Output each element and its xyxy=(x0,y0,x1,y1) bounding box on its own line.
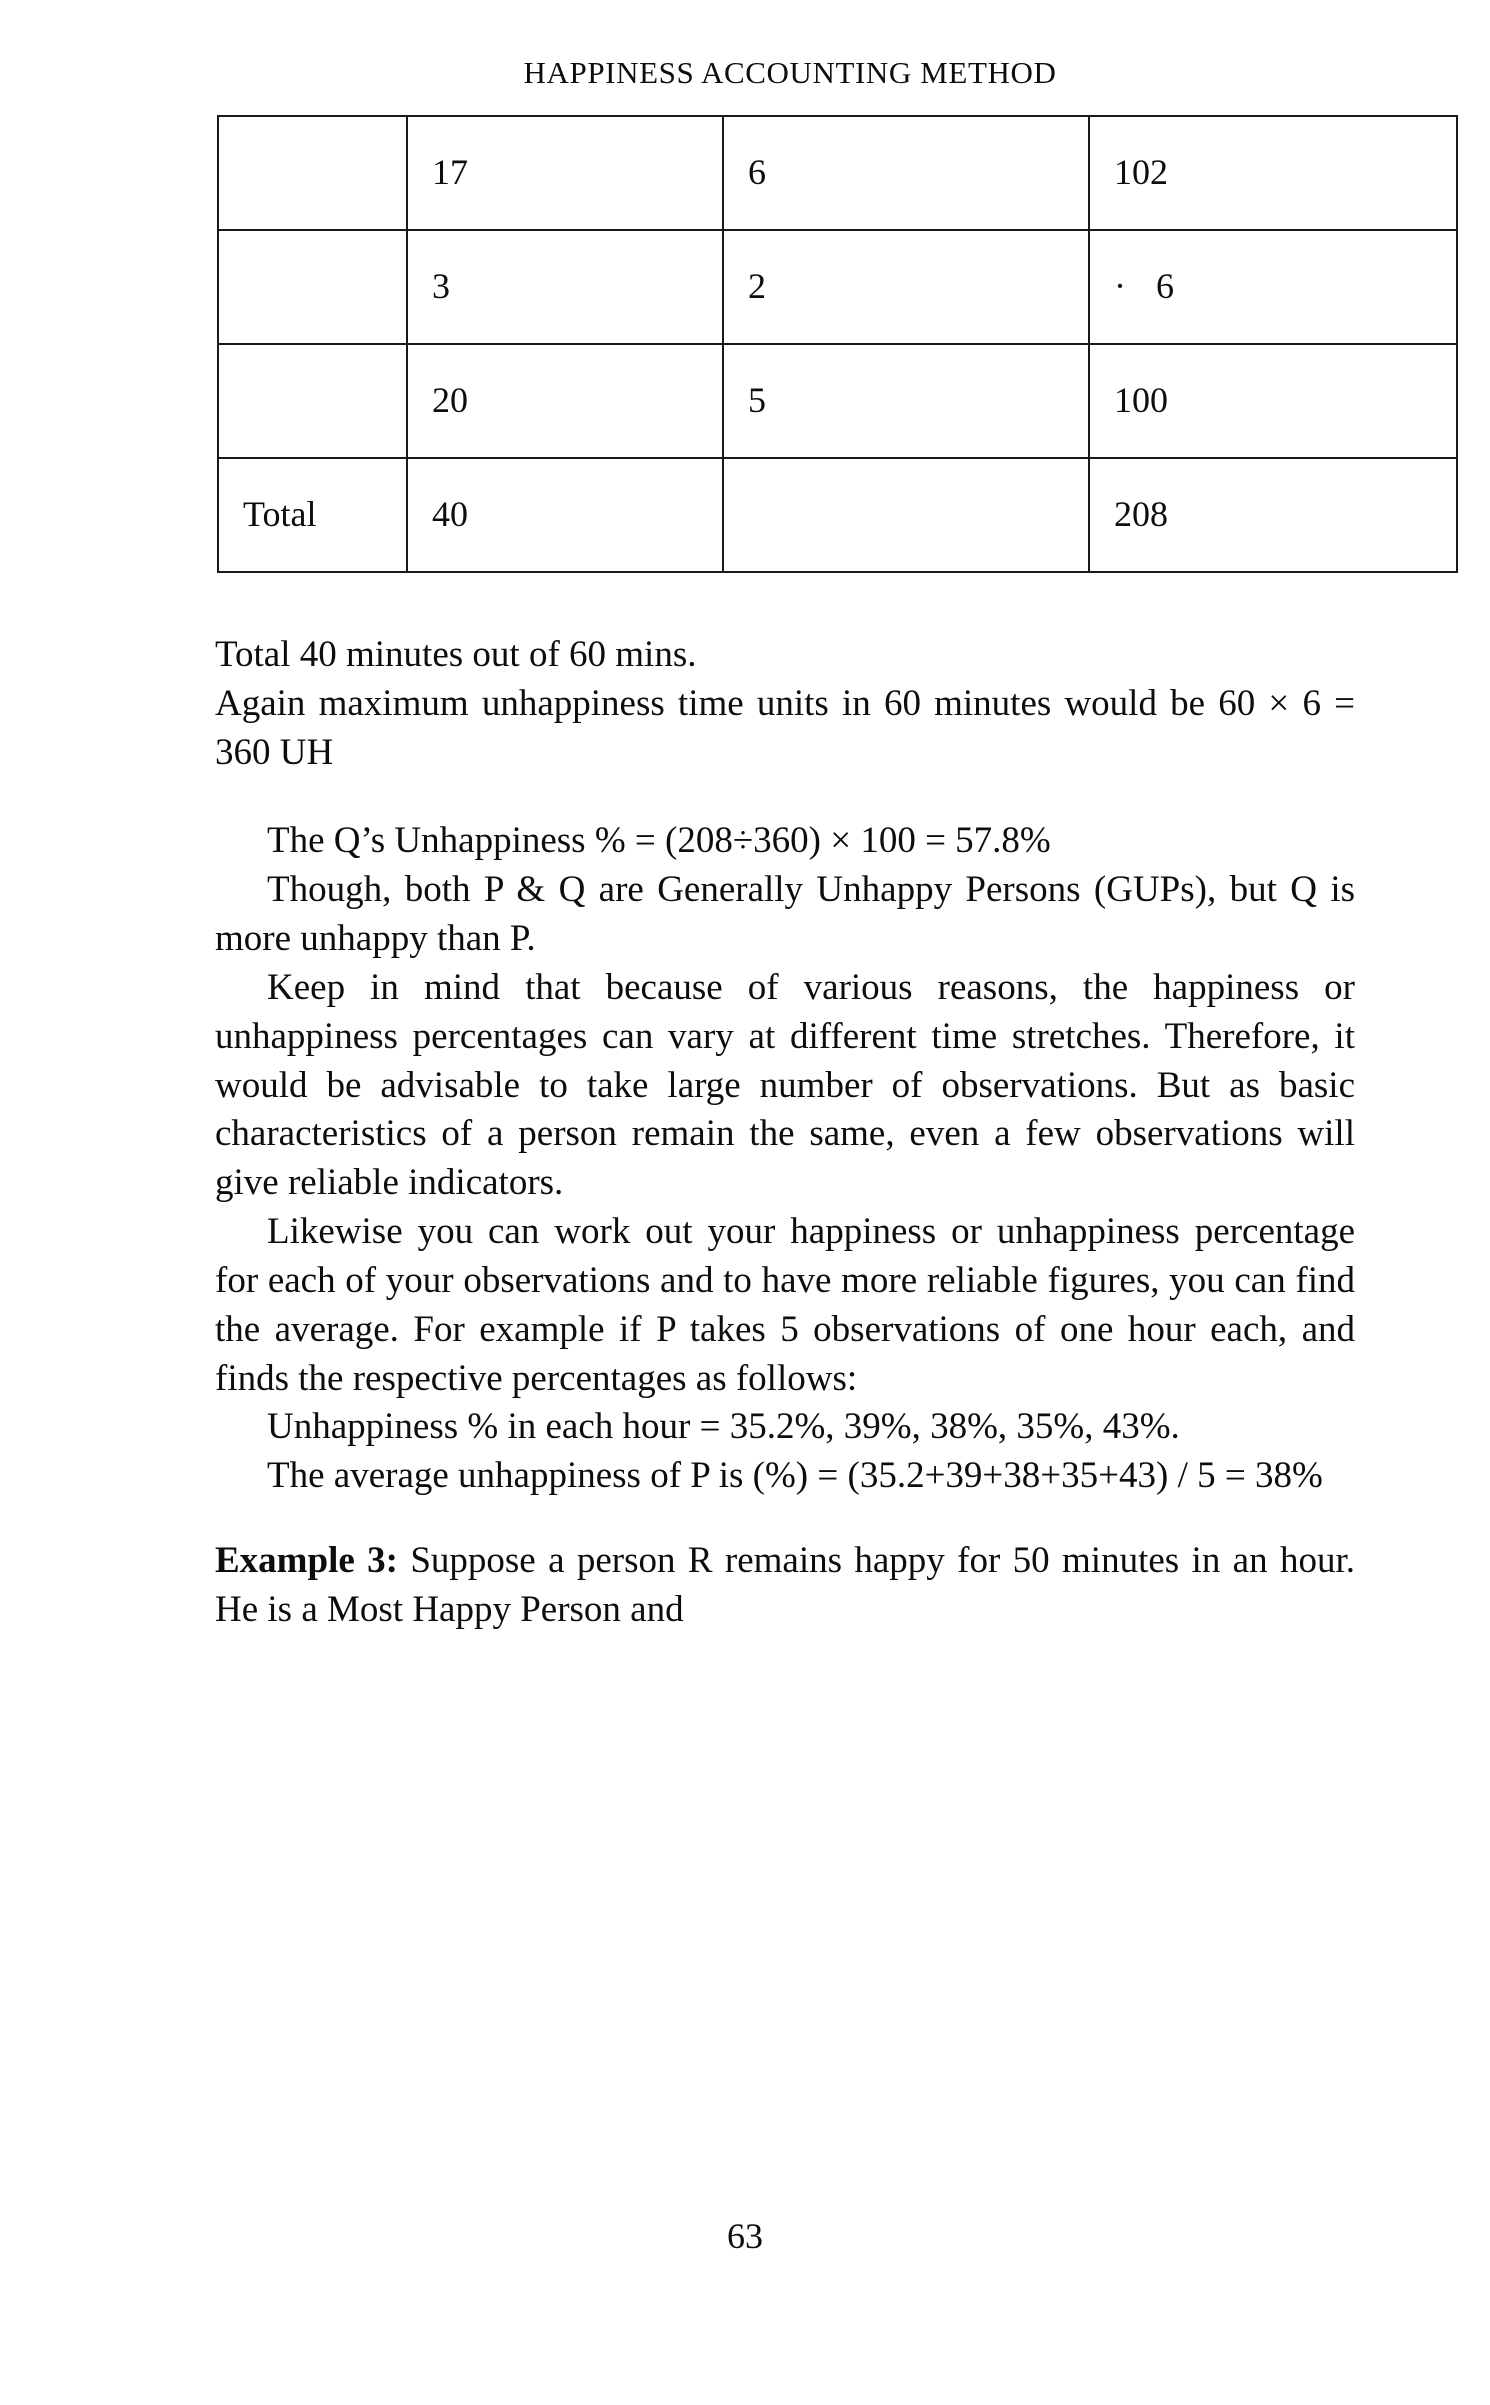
happiness-accounting-table xyxy=(217,115,1458,573)
example-label: Example 3: xyxy=(215,1540,398,1582)
table-row-total xyxy=(218,458,1457,572)
running-head: HAPPINESS ACCOUNTING METHOD xyxy=(523,55,1057,90)
row-value-1: 20 xyxy=(407,344,723,458)
row-label xyxy=(218,344,407,458)
paragraph-gup-comparison: Though, both P & Q are Generally Unhappy Persons (GUPs), but Q is more unhappy than P. xyxy=(215,869,1355,960)
row-value-2: 5 xyxy=(723,344,1089,458)
total-value-2 xyxy=(723,458,1089,572)
row-value-3 xyxy=(1089,230,1457,344)
row-value-2: 6 xyxy=(723,116,1089,230)
table-row xyxy=(218,344,1457,458)
row-label xyxy=(218,230,407,344)
page-content xyxy=(215,55,1355,1635)
paragraph-likewise-average: Likewise you can work out your happiness or unhappiness percentage for each of your observations and to have more reliable figures, you can find the average. For example if P takes 5 observations of one hour each, and finds the respective percentages as follows: xyxy=(215,1211,1355,1399)
table-row xyxy=(218,230,1457,344)
table-row xyxy=(218,116,1457,230)
paragraph-hourly-percentages: Unhappiness % in each hour = 35.2%, 39%, 38%, 35%, 43%. xyxy=(267,1406,1180,1448)
example-text: Suppose a person R remains happy for 50 minutes in an hour. He is a Most Happy Person and xyxy=(215,1540,1355,1630)
page-number: 63 xyxy=(727,2216,763,2256)
total-value-1: 40 xyxy=(407,458,723,572)
row-value-3: 102 xyxy=(1089,116,1457,230)
total-label: Total xyxy=(218,458,407,572)
total-value-3: 208 xyxy=(1089,458,1457,572)
row-value-1: 3 xyxy=(407,230,723,344)
paragraph-total-minutes: Total 40 minutes out of 60 mins. xyxy=(215,634,697,675)
row-value-3-text: 6 xyxy=(1156,266,1174,307)
paragraph-q-unhappiness-percent: The Q’s Unhappiness % = (208÷360) × 100 = 57.8% xyxy=(267,820,1051,862)
paragraph-max-unhappiness: Again maximum unhappiness time units in 60 minutes would be 60 × 6 = 360 UH xyxy=(215,682,1355,773)
paragraph-example-3 xyxy=(215,1537,1355,1635)
row-value-2: 2 xyxy=(723,230,1089,344)
row-value-1: 17 xyxy=(407,116,723,230)
paragraph-keep-in-mind: Keep in mind that because of various reasons, the happiness or unhappiness percentages can vary at different time stretches. Therefore, it would be advisable to take large number of observations. But as basic characteristics of a person remain the same, even a few observations will give reliable indicators. xyxy=(215,966,1355,1204)
paragraph-average-unhappiness: The average unhappiness of P is (%) = (35.2+39+38+35+43) / 5 = 38% xyxy=(267,1455,1323,1497)
row-label xyxy=(218,116,407,230)
stray-mark: · xyxy=(1114,266,1126,307)
row-value-3: 100 xyxy=(1089,344,1457,458)
